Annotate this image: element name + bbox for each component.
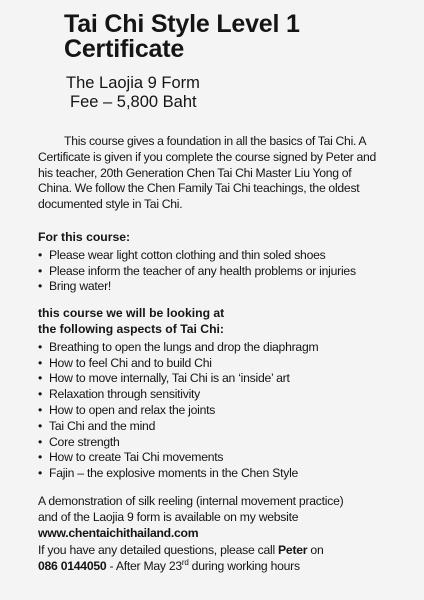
contact-line: If you have any detailed questions, please call Peter on	[38, 542, 324, 557]
list-item: • How to create Tai Chi movements	[38, 450, 224, 465]
aspects-list	[38, 340, 388, 482]
bullet-icon: •	[38, 263, 43, 278]
website-link[interactable]: www.chentaichithailand.com	[38, 526, 199, 541]
bullet-icon: •	[38, 402, 43, 417]
bullet-icon: •	[38, 466, 43, 481]
bullet-icon: •	[38, 418, 43, 433]
bullet-icon: •	[38, 279, 43, 294]
bullet-icon: •	[38, 387, 43, 402]
bullet-icon: •	[38, 247, 43, 262]
list-item: • How to move internally, Tai Chi is an ‘inside’ art	[38, 371, 290, 386]
list-item: • Please wear light cotton clothing and thin soled shoes	[38, 247, 326, 262]
requirements-heading: For this course:	[38, 229, 131, 244]
bullet-icon: •	[38, 355, 43, 370]
title-line-1: Tai Chi Style Level 1	[64, 10, 300, 38]
list-item: • Please inform the teacher of any health problems or injuries	[38, 263, 356, 278]
bullet-icon: •	[38, 450, 43, 465]
page-title	[64, 12, 388, 62]
demo-line-2: and of the Laojia 9 form is available on my website	[38, 510, 299, 525]
list-item: • Breathing to open the lungs and drop the diaphragm	[38, 339, 319, 354]
course-fee: Fee – 5,800 Baht	[70, 93, 197, 111]
bullet-icon: •	[38, 371, 43, 386]
list-item: • Fajin – the explosive moments in the Chen Style	[38, 466, 299, 481]
demo-line-1: A demonstration of silk reeling (internal movement practice)	[38, 493, 344, 508]
course-subtitle	[66, 74, 388, 112]
aspects-section	[38, 306, 388, 482]
phone-number[interactable]: 086 0144050	[38, 558, 107, 573]
requirements-section	[38, 230, 388, 295]
list-item: • Core strength	[38, 434, 120, 449]
intro-paragraph: This course gives a foundation in all the basics of Tai Chi. A Certificate is given if you complete the course signed by Peter and his teacher, 20th Generation Chen Tai Chi Master Liu Yong of China. We follow the Chen Family Tai Chi teachings, the oldest documented style in Tai Chi.	[38, 134, 377, 212]
aspects-heading: this course we will be looking at the following aspects of Tai Chi:	[38, 306, 225, 336]
list-item: • How to feel Chi and to build Chi	[38, 355, 212, 370]
contact-section	[38, 493, 388, 574]
contact-name: Peter	[278, 542, 308, 557]
list-item: • How to open and relax the joints	[38, 402, 216, 417]
bullet-icon: •	[38, 434, 43, 449]
bullet-icon: •	[38, 339, 43, 354]
form-name: The Laojia 9 Form	[66, 74, 200, 92]
phone-line: 086 0144050 - After May 23rd during working hours	[38, 557, 300, 573]
list-item: • Relaxation through sensitivity	[38, 387, 201, 402]
list-item: • Tai Chi and the mind	[38, 418, 156, 433]
title-line-2: Certificate	[64, 35, 185, 63]
list-item: • Bring water!	[38, 279, 112, 294]
requirements-list	[38, 248, 388, 295]
